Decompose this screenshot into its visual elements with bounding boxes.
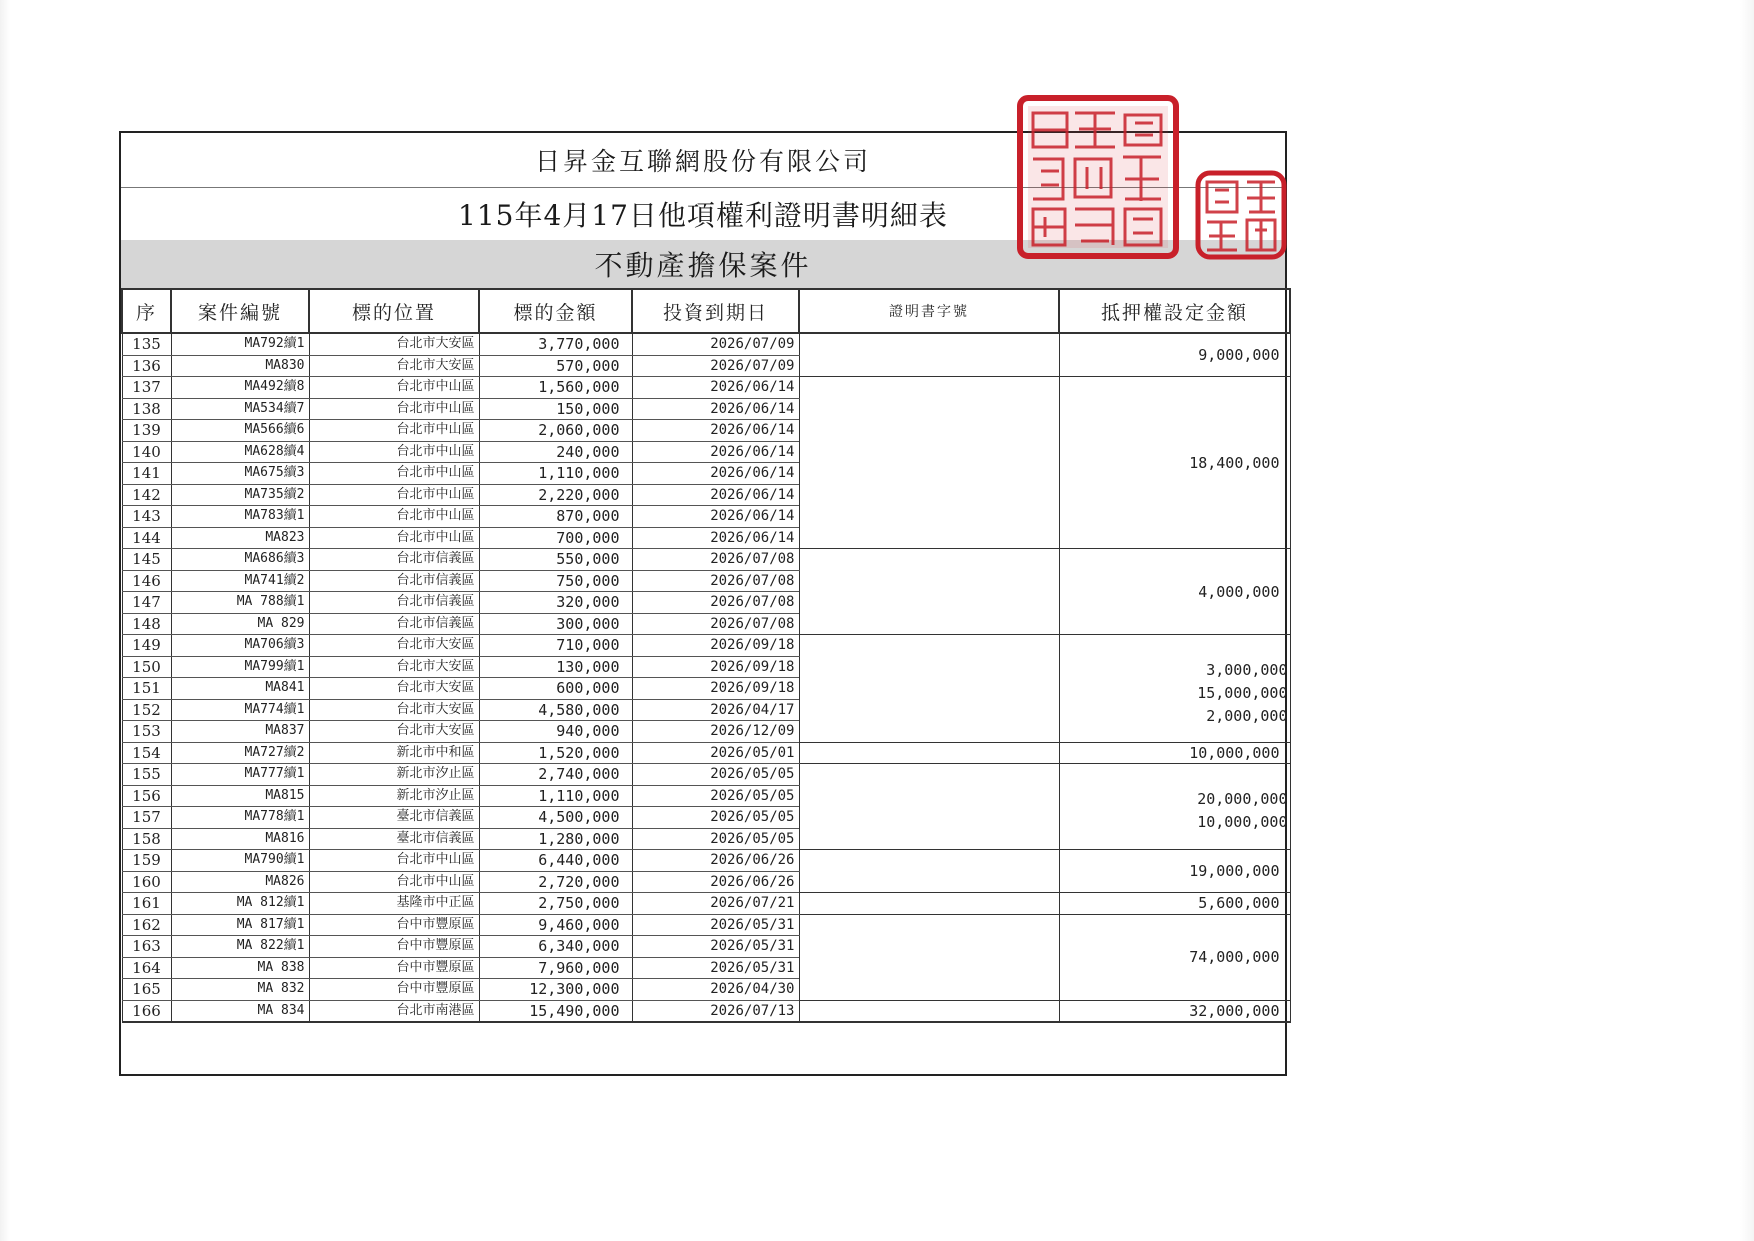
table-row bbox=[122, 764, 1290, 786]
company-name: 日昇金互聯網股份有限公司 bbox=[121, 133, 1285, 188]
row-location: 台北市中山區 bbox=[309, 398, 479, 420]
personal-seal bbox=[1195, 170, 1287, 260]
mortgage-amount-value: 15,000,000 bbox=[1197, 684, 1288, 702]
row-mortgage-amount bbox=[1059, 635, 1290, 743]
row-location: 臺北市信義區 bbox=[309, 807, 479, 829]
row-due-date: 2026/05/31 bbox=[632, 936, 799, 958]
table-row bbox=[122, 635, 1290, 657]
row-certificate-no bbox=[799, 635, 1059, 743]
row-mortgage-amount bbox=[1059, 333, 1290, 377]
row-case-no: MA 834 bbox=[171, 1000, 309, 1022]
row-location: 台北市信義區 bbox=[309, 570, 479, 592]
row-mortgage-amount bbox=[1059, 893, 1290, 915]
row-case-no: MA777續1 bbox=[171, 764, 309, 786]
row-case-no: MA837 bbox=[171, 721, 309, 743]
row-due-date: 2026/06/14 bbox=[632, 377, 799, 399]
row-due-date: 2026/05/05 bbox=[632, 828, 799, 850]
table-row bbox=[122, 377, 1290, 399]
header-seq: 序 bbox=[122, 289, 171, 333]
mortgage-amount-value: 2,000,000 bbox=[1206, 707, 1288, 725]
row-mortgage-amount bbox=[1059, 742, 1290, 764]
row-amount: 240,000 bbox=[479, 441, 632, 463]
row-location: 台北市中山區 bbox=[309, 484, 479, 506]
row-due-date: 2026/06/14 bbox=[632, 398, 799, 420]
row-due-date: 2026/07/13 bbox=[632, 1000, 799, 1022]
row-mortgage-amount bbox=[1059, 914, 1290, 1000]
row-case-no: MA566續6 bbox=[171, 420, 309, 442]
row-seq: 150 bbox=[122, 656, 171, 678]
row-seq: 159 bbox=[122, 850, 171, 872]
row-seq: 158 bbox=[122, 828, 171, 850]
table-header-row bbox=[122, 289, 1290, 333]
row-location: 台北市信義區 bbox=[309, 592, 479, 614]
row-location: 台北市大安區 bbox=[309, 656, 479, 678]
row-amount: 600,000 bbox=[479, 678, 632, 700]
row-due-date: 2026/06/14 bbox=[632, 484, 799, 506]
row-case-no: MA 822續1 bbox=[171, 936, 309, 958]
row-seq: 165 bbox=[122, 979, 171, 1001]
row-seq: 156 bbox=[122, 785, 171, 807]
row-amount: 710,000 bbox=[479, 635, 632, 657]
row-location: 台北市大安區 bbox=[309, 699, 479, 721]
row-location: 台北市中山區 bbox=[309, 420, 479, 442]
row-amount: 9,460,000 bbox=[479, 914, 632, 936]
mortgage-amount-value: 32,000,000 bbox=[1189, 1001, 1280, 1020]
row-due-date: 2026/05/31 bbox=[632, 914, 799, 936]
row-seq: 149 bbox=[122, 635, 171, 657]
row-location: 台中市豐原區 bbox=[309, 979, 479, 1001]
row-mortgage-amount bbox=[1059, 377, 1290, 549]
row-due-date: 2026/05/05 bbox=[632, 785, 799, 807]
row-certificate-no bbox=[799, 377, 1059, 549]
mortgage-amount-value: 5,600,000 bbox=[1198, 894, 1280, 913]
row-amount: 4,500,000 bbox=[479, 807, 632, 829]
row-seq: 140 bbox=[122, 441, 171, 463]
row-seq: 157 bbox=[122, 807, 171, 829]
row-location: 台北市信義區 bbox=[309, 613, 479, 635]
mortgage-amount-value: 4,000,000 bbox=[1198, 582, 1280, 601]
row-location: 台北市中山區 bbox=[309, 441, 479, 463]
table-row bbox=[122, 850, 1290, 872]
row-location: 台北市大安區 bbox=[309, 355, 479, 377]
row-seq: 163 bbox=[122, 936, 171, 958]
row-amount: 15,490,000 bbox=[479, 1000, 632, 1022]
row-seq: 152 bbox=[122, 699, 171, 721]
row-due-date: 2026/07/08 bbox=[632, 613, 799, 635]
row-case-no: MA774續1 bbox=[171, 699, 309, 721]
row-due-date: 2026/07/08 bbox=[632, 570, 799, 592]
row-due-date: 2026/06/26 bbox=[632, 850, 799, 872]
row-seq: 161 bbox=[122, 893, 171, 915]
row-seq: 139 bbox=[122, 420, 171, 442]
row-location: 台北市中山區 bbox=[309, 871, 479, 893]
row-amount: 6,340,000 bbox=[479, 936, 632, 958]
row-amount: 12,300,000 bbox=[479, 979, 632, 1001]
row-due-date: 2026/09/18 bbox=[632, 635, 799, 657]
row-seq: 153 bbox=[122, 721, 171, 743]
row-amount: 150,000 bbox=[479, 398, 632, 420]
row-case-no: MA706續3 bbox=[171, 635, 309, 657]
row-location: 台北市南港區 bbox=[309, 1000, 479, 1022]
row-due-date: 2026/05/01 bbox=[632, 742, 799, 764]
row-seq: 160 bbox=[122, 871, 171, 893]
mortgage-amount-value: 10,000,000 bbox=[1189, 743, 1280, 762]
header-case-no: 案件編號 bbox=[171, 289, 309, 333]
row-seq: 151 bbox=[122, 678, 171, 700]
row-amount: 1,110,000 bbox=[479, 785, 632, 807]
section-heading: 不動產擔保案件 bbox=[121, 240, 1285, 288]
row-seq: 164 bbox=[122, 957, 171, 979]
row-location: 台北市大安區 bbox=[309, 678, 479, 700]
row-certificate-no bbox=[799, 764, 1059, 850]
row-seq: 141 bbox=[122, 463, 171, 485]
row-case-no: MA783續1 bbox=[171, 506, 309, 528]
mortgage-amount-value: 20,000,000 bbox=[1197, 790, 1288, 808]
row-location: 台中市豐原區 bbox=[309, 957, 479, 979]
company-seal bbox=[1017, 95, 1179, 259]
row-case-no: MA727續2 bbox=[171, 742, 309, 764]
row-location: 台北市中山區 bbox=[309, 377, 479, 399]
row-amount: 7,960,000 bbox=[479, 957, 632, 979]
row-seq: 155 bbox=[122, 764, 171, 786]
row-amount: 1,280,000 bbox=[479, 828, 632, 850]
row-location: 臺北市信義區 bbox=[309, 828, 479, 850]
row-location: 台北市中山區 bbox=[309, 527, 479, 549]
row-due-date: 2026/04/17 bbox=[632, 699, 799, 721]
table-row bbox=[122, 742, 1290, 764]
header-location: 標的位置 bbox=[309, 289, 479, 333]
table-row bbox=[122, 893, 1290, 915]
row-certificate-no bbox=[799, 333, 1059, 377]
row-due-date: 2026/05/05 bbox=[632, 764, 799, 786]
row-due-date: 2026/05/31 bbox=[632, 957, 799, 979]
row-seq: 138 bbox=[122, 398, 171, 420]
row-seq: 142 bbox=[122, 484, 171, 506]
row-due-date: 2026/07/21 bbox=[632, 893, 799, 915]
row-location: 新北市汐止區 bbox=[309, 764, 479, 786]
row-certificate-no bbox=[799, 850, 1059, 893]
row-location: 台北市中山區 bbox=[309, 506, 479, 528]
header-amount: 標的金額 bbox=[479, 289, 632, 333]
header-mortgage-amount: 抵押權設定金額 bbox=[1059, 289, 1290, 333]
row-amount: 550,000 bbox=[479, 549, 632, 571]
row-location: 基隆市中正區 bbox=[309, 893, 479, 915]
row-certificate-no bbox=[799, 1000, 1059, 1022]
row-seq: 146 bbox=[122, 570, 171, 592]
row-certificate-no bbox=[799, 549, 1059, 635]
row-due-date: 2026/09/18 bbox=[632, 678, 799, 700]
row-case-no: MA841 bbox=[171, 678, 309, 700]
row-due-date: 2026/06/14 bbox=[632, 441, 799, 463]
row-amount: 700,000 bbox=[479, 527, 632, 549]
row-seq: 143 bbox=[122, 506, 171, 528]
row-amount: 6,440,000 bbox=[479, 850, 632, 872]
row-seq: 148 bbox=[122, 613, 171, 635]
row-case-no: MA628續4 bbox=[171, 441, 309, 463]
row-case-no: MA830 bbox=[171, 355, 309, 377]
row-due-date: 2026/06/14 bbox=[632, 506, 799, 528]
row-due-date: 2026/09/18 bbox=[632, 656, 799, 678]
row-due-date: 2026/07/08 bbox=[632, 592, 799, 614]
row-seq: 154 bbox=[122, 742, 171, 764]
row-location: 台中市豐原區 bbox=[309, 936, 479, 958]
row-location: 台北市中山區 bbox=[309, 850, 479, 872]
row-location: 新北市中和區 bbox=[309, 742, 479, 764]
row-location: 台北市信義區 bbox=[309, 549, 479, 571]
row-amount: 1,520,000 bbox=[479, 742, 632, 764]
row-amount: 2,720,000 bbox=[479, 871, 632, 893]
row-case-no: MA 788續1 bbox=[171, 592, 309, 614]
row-case-no: MA741續2 bbox=[171, 570, 309, 592]
row-case-no: MA 817續1 bbox=[171, 914, 309, 936]
row-mortgage-amount bbox=[1059, 549, 1290, 635]
row-seq: 147 bbox=[122, 592, 171, 614]
row-due-date: 2026/04/30 bbox=[632, 979, 799, 1001]
mortgage-amount-value: 9,000,000 bbox=[1198, 346, 1280, 364]
row-due-date: 2026/06/14 bbox=[632, 463, 799, 485]
table-row bbox=[122, 549, 1290, 571]
row-mortgage-amount bbox=[1059, 850, 1290, 893]
row-due-date: 2026/07/08 bbox=[632, 549, 799, 571]
row-amount: 4,580,000 bbox=[479, 699, 632, 721]
row-case-no: MA 838 bbox=[171, 957, 309, 979]
row-amount: 2,060,000 bbox=[479, 420, 632, 442]
row-case-no: MA686續3 bbox=[171, 549, 309, 571]
row-amount: 1,110,000 bbox=[479, 463, 632, 485]
table-body bbox=[122, 333, 1290, 1022]
row-amount: 320,000 bbox=[479, 592, 632, 614]
row-location: 台中市豐原區 bbox=[309, 914, 479, 936]
row-case-no: MA792續1 bbox=[171, 333, 309, 355]
row-seq: 136 bbox=[122, 355, 171, 377]
certificate-detail-table bbox=[121, 288, 1291, 1023]
row-seq: 135 bbox=[122, 333, 171, 355]
row-seq: 145 bbox=[122, 549, 171, 571]
mortgage-amount-value: 19,000,000 bbox=[1189, 862, 1280, 880]
row-due-date: 2026/12/09 bbox=[632, 721, 799, 743]
table-row bbox=[122, 1000, 1290, 1022]
row-location: 台北市大安區 bbox=[309, 721, 479, 743]
row-due-date: 2026/06/26 bbox=[632, 871, 799, 893]
row-amount: 940,000 bbox=[479, 721, 632, 743]
row-mortgage-amount bbox=[1059, 764, 1290, 850]
row-seq: 162 bbox=[122, 914, 171, 936]
row-case-no: MA 829 bbox=[171, 613, 309, 635]
mortgage-amount-value: 74,000,000 bbox=[1189, 948, 1280, 966]
row-case-no: MA735續2 bbox=[171, 484, 309, 506]
row-location: 台北市大安區 bbox=[309, 333, 479, 355]
row-certificate-no bbox=[799, 893, 1059, 915]
row-amount: 2,740,000 bbox=[479, 764, 632, 786]
row-amount: 1,560,000 bbox=[479, 377, 632, 399]
row-amount: 300,000 bbox=[479, 613, 632, 635]
row-due-date: 2026/06/14 bbox=[632, 420, 799, 442]
row-case-no: MA 812續1 bbox=[171, 893, 309, 915]
row-amount: 2,220,000 bbox=[479, 484, 632, 506]
row-due-date: 2026/07/09 bbox=[632, 355, 799, 377]
statement-sheet bbox=[119, 131, 1287, 1076]
row-due-date: 2026/06/14 bbox=[632, 527, 799, 549]
row-amount: 870,000 bbox=[479, 506, 632, 528]
mortgage-amount-value: 18,400,000 bbox=[1189, 453, 1280, 472]
row-location: 台北市中山區 bbox=[309, 463, 479, 485]
mortgage-amount-value: 10,000,000 bbox=[1197, 813, 1288, 831]
row-seq: 144 bbox=[122, 527, 171, 549]
document-title: 115年4月17日他項權利證明書明細表 bbox=[458, 199, 948, 232]
row-case-no: MA826 bbox=[171, 871, 309, 893]
row-amount: 3,770,000 bbox=[479, 333, 632, 355]
table-row bbox=[122, 333, 1290, 355]
row-case-no: MA675續3 bbox=[171, 463, 309, 485]
row-amount: 2,750,000 bbox=[479, 893, 632, 915]
row-case-no: MA815 bbox=[171, 785, 309, 807]
row-case-no: MA790續1 bbox=[171, 850, 309, 872]
mortgage-amount-value: 3,000,000 bbox=[1206, 661, 1288, 679]
table-row bbox=[122, 914, 1290, 936]
row-case-no: MA799續1 bbox=[171, 656, 309, 678]
row-case-no: MA492續8 bbox=[171, 377, 309, 399]
row-due-date: 2026/07/09 bbox=[632, 333, 799, 355]
row-amount: 750,000 bbox=[479, 570, 632, 592]
row-seq: 166 bbox=[122, 1000, 171, 1022]
row-case-no: MA778續1 bbox=[171, 807, 309, 829]
row-case-no: MA816 bbox=[171, 828, 309, 850]
row-certificate-no bbox=[799, 742, 1059, 764]
row-amount: 130,000 bbox=[479, 656, 632, 678]
row-location: 新北市汐止區 bbox=[309, 785, 479, 807]
header-due-date: 投資到期日 bbox=[632, 289, 799, 333]
row-case-no: MA534續7 bbox=[171, 398, 309, 420]
row-certificate-no bbox=[799, 914, 1059, 1000]
row-location: 台北市大安區 bbox=[309, 635, 479, 657]
header-certificate-no: 證明書字號 bbox=[799, 289, 1059, 333]
row-amount: 570,000 bbox=[479, 355, 632, 377]
row-due-date: 2026/05/05 bbox=[632, 807, 799, 829]
row-seq: 137 bbox=[122, 377, 171, 399]
row-case-no: MA823 bbox=[171, 527, 309, 549]
row-mortgage-amount bbox=[1059, 1000, 1290, 1022]
row-case-no: MA 832 bbox=[171, 979, 309, 1001]
